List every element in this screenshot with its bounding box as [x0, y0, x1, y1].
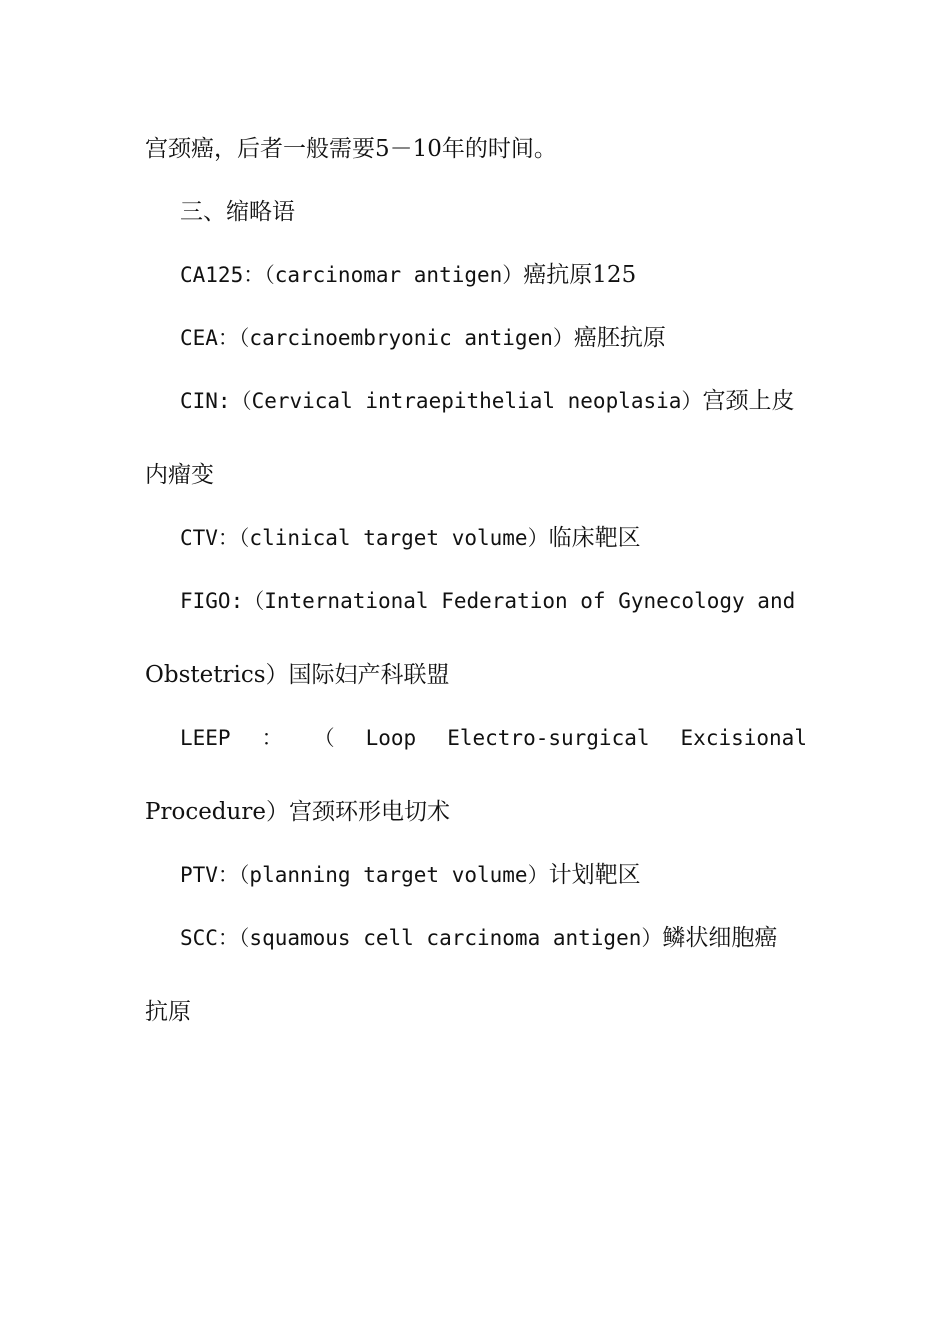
abbreviation-term: CEA：（carcinoembryonic antigen） [180, 326, 574, 350]
abbreviation-term: CTV：（clinical target volume） [180, 526, 549, 550]
abbreviation-cin [180, 386, 807, 416]
abbreviation-cin-continuation: 内瘤变 [145, 462, 214, 488]
abbreviation-ctv [180, 523, 807, 553]
abbreviation-meaning: 癌胚抗原 [573, 325, 666, 351]
abbreviation-cea [180, 323, 807, 353]
paragraph-tail: 宫颈癌，后者一般需要5－10年的时间。 [145, 136, 557, 162]
abbreviation-leep-continuation: Procedure）宫颈环形电切术 [145, 799, 450, 825]
abbreviation-meaning: 癌抗原125 [523, 262, 637, 288]
abbreviation-term: SCC：（squamous cell carcinoma antigen） [180, 926, 663, 950]
abbreviation-meaning: 临床靶区 [548, 525, 641, 551]
leep-part: Excisional [680, 726, 807, 750]
leep-part: Loop [365, 726, 417, 750]
abbreviation-figo-continuation: Obstetrics）国际妇产科联盟 [145, 662, 450, 688]
section-heading: 三、缩略语 [180, 199, 295, 225]
leep-part: LEEP [180, 726, 231, 750]
abbreviation-figo: FIGO:（International Federation of Gynecology and [180, 589, 796, 613]
leep-part: Electro-surgical [447, 726, 650, 750]
leep-part: ： [261, 726, 283, 750]
abbreviation-scc-continuation: 抗原 [145, 999, 191, 1025]
abbreviation-meaning: 计划靶区 [548, 862, 641, 888]
leep-part: （ [313, 726, 335, 750]
abbreviation-term: PTV：（planning target volume） [180, 863, 549, 887]
abbreviation-ptv [180, 860, 807, 890]
abbreviation-term: CA125：（carcinomar antigen） [180, 263, 524, 287]
abbreviation-meaning: 鳞状细胞癌 [662, 925, 778, 951]
abbreviation-ca125 [180, 260, 807, 290]
abbreviation-meaning: 宫颈上皮 [702, 388, 795, 414]
abbreviation-scc [180, 923, 807, 953]
abbreviation-term: CIN:（Cervical intraepithelial neoplasia） [180, 389, 703, 413]
abbreviation-leep [180, 723, 807, 753]
